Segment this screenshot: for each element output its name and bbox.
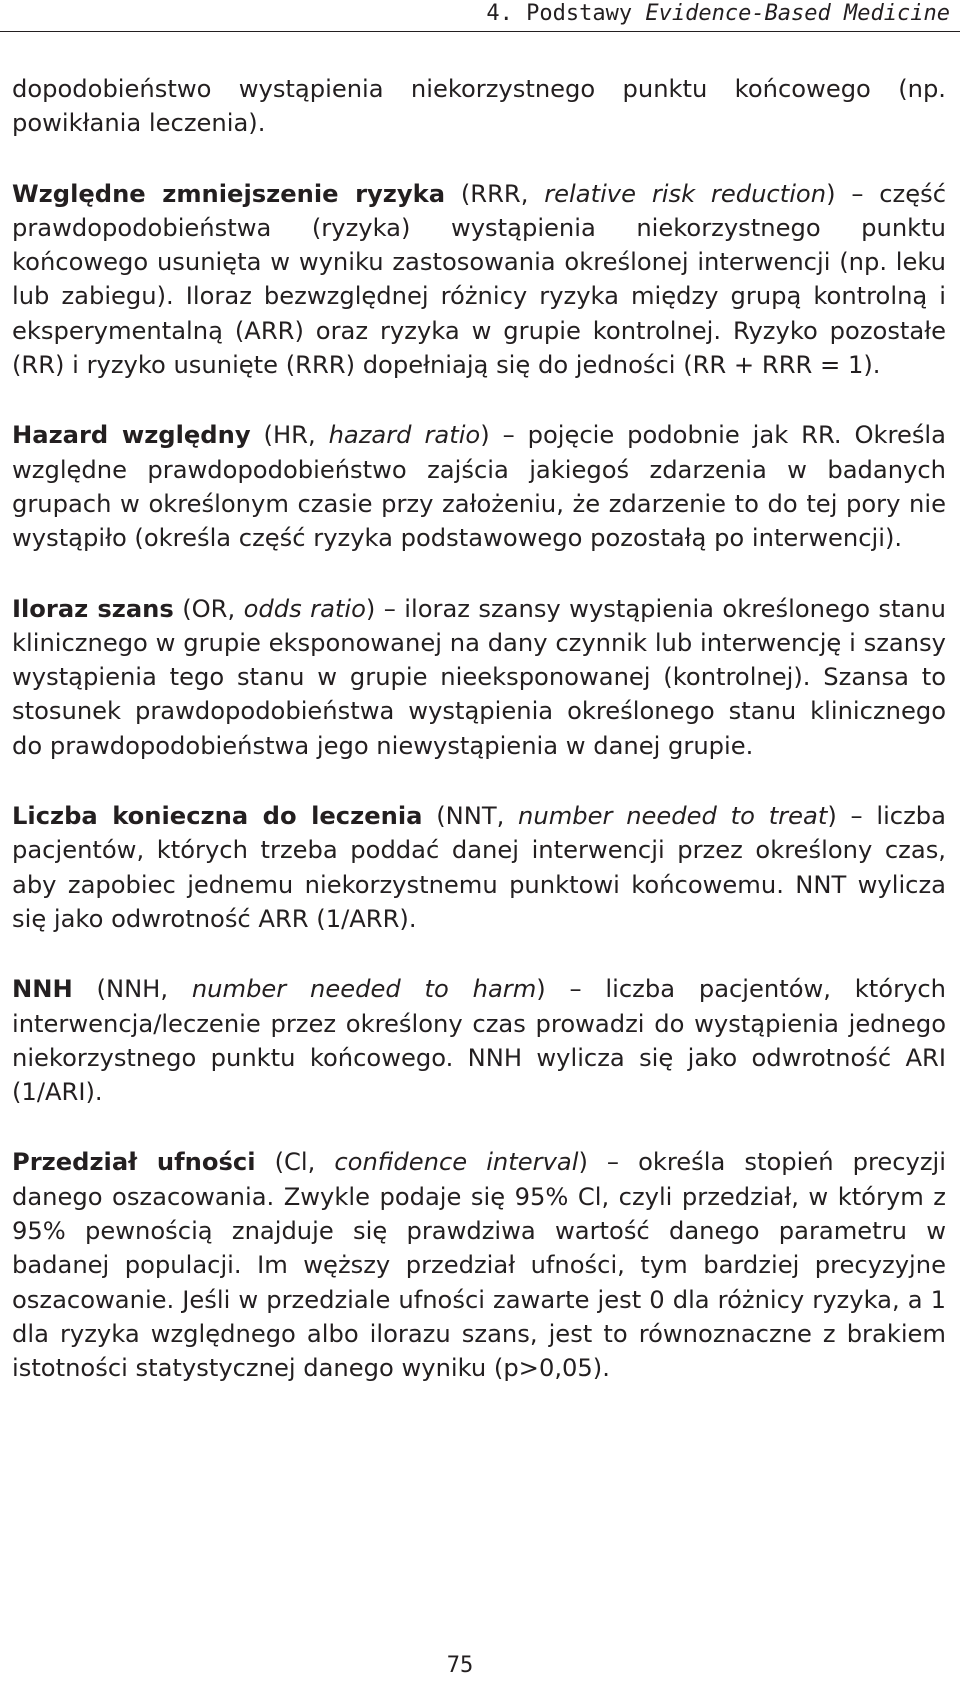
definition-term: Liczba konieczna do leczenia — [12, 802, 423, 831]
definition-english: odds ratio — [243, 594, 366, 623]
definition-abbrev: (Cl, — [255, 1148, 335, 1177]
definition-nnt — [12, 799, 946, 936]
definition-abbrev: (NNH, — [72, 975, 192, 1004]
definition-nnh — [12, 972, 946, 1109]
paragraph-continuation — [12, 72, 946, 141]
definition-english: number needed to treat — [518, 802, 828, 831]
definition-body: ) – część prawdopodobieństwa (ryzyka) wystąpienia niekorzystnego punktu końcowego usunięta w wyniku zastosowania określonej interwencji (np. leku lub zabiegu). Iloraz bezwzględnej różnicy ryzyka między grupą kontrolną i eksperymentalną (ARR) oraz ryzyka w grupie kontrolnej. Ryzyko pozostałe (RR) i ryzyko usunięte (RRR) dopełniają się do jedności (RR + RRR = 1). — [12, 179, 947, 380]
definition-english: hazard ratio — [328, 421, 481, 450]
header-rule — [0, 31, 960, 32]
definition-term: Względne zmniejszenie ryzyka — [12, 179, 446, 208]
definition-abbrev: (HR, — [250, 421, 329, 450]
definition-body: ) – liczba pacjentów, których interwencja/leczenie przez określony czas prowadzi do wystąpienia jednego niekorzystnego punktu końcowego. NNH wylicza się jako odwrotność ARI (1/ARI). — [12, 975, 946, 1107]
definition-term: Hazard względny — [12, 421, 251, 450]
page-number: 75 — [446, 1653, 474, 1678]
definition-abbrev: (NNT, — [422, 802, 519, 831]
definition-term: Przedział ufności — [12, 1148, 256, 1177]
definition-english: confidence interval — [334, 1148, 579, 1177]
definition-or — [12, 592, 946, 763]
definition-term: NNH — [12, 975, 73, 1004]
definition-abbrev: (OR, — [173, 594, 244, 623]
definition-ci — [12, 1145, 946, 1385]
definition-body: ) – liczba pacjentów, których trzeba poddać danej interwencji przez określony czas, aby zapobiec jednemu niekorzystnemu punktowi końcowemu. NNT wylicza się jako odwrotność ARR (1/ARR). — [12, 802, 946, 933]
definition-term: Iloraz szans — [12, 594, 174, 623]
page-body — [12, 72, 946, 1422]
paragraph-body: dopodobieństwo wystąpienia niekorzystnego punktu końcowego (np. powikłania leczenia). — [12, 75, 946, 138]
definition-body: ) – iloraz szansy wystąpienia określonego stanu klinicznego w grupie eksponowanej na dany czynnik lub interwencję i szansy wystąpienia tego stanu w grupie nieeksponowanej (kontrolnej). Szansa to stosunek prawdopodobieństwa wystąpienia określonego stanu klinicznego do prawdopodobieństwa jego niewystąpienia w danej grupie. — [12, 594, 946, 760]
definition-abbrev: (RRR, — [445, 179, 545, 208]
definition-hr — [12, 418, 946, 555]
definition-rrr — [12, 177, 946, 383]
definition-body: ) – określa stopień precyzji danego oszacowania. Zwykle podaje się 95% Cl, czyli przedział, w którym z 95% pewnością znajduje się prawdziwa wartość danego parametru w badanej populacji. Im węższy przedział ufności, tym bardziej precyzyjne oszacowanie. Jeśli w przedziale ufności zawarte jest 0 dla różnicy ryzyka, a 1 dla ryzyka względnego albo ilorazu szans, jest to równoznaczne z brakiem istotności statystycznej danego wyniku (p>0,05). — [12, 1148, 946, 1383]
running-head — [0, 0, 950, 30]
chapter-title-italic: Evidence-Based Medicine — [645, 1, 950, 26]
chapter-prefix: 4. Podstawy — [486, 1, 646, 26]
definition-body: ) – pojęcie podobnie jak RR. Określa względne prawdopodobieństwo zajścia jakiegoś zdarzenia w badanych grupach w określonym czasie przy założeniu, że zdarzenie to do tej pory nie wystąpiło (określa część ryzyka podstawowego pozostałą po interwencji). — [12, 421, 946, 553]
definition-english: number needed to harm — [191, 975, 537, 1004]
definition-english: relative risk reduction — [544, 179, 827, 208]
